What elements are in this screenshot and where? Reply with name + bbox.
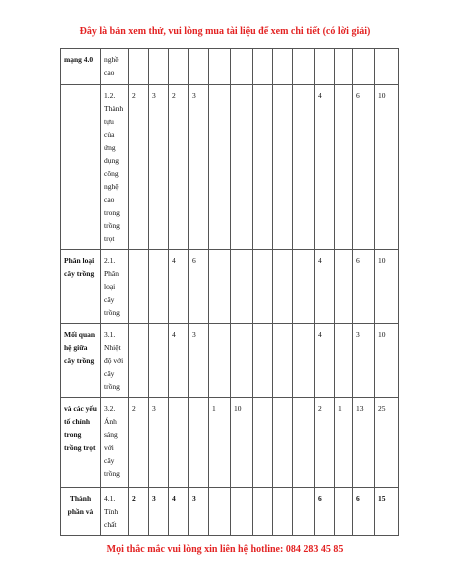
value-cell: [189, 49, 209, 85]
value-cell: 25: [375, 398, 399, 488]
value-cell: 4: [169, 488, 189, 536]
value-cell: 4: [315, 250, 335, 324]
value-cell: [129, 250, 149, 324]
value-cell: 4: [315, 324, 335, 398]
value-cell: 2: [129, 488, 149, 536]
topic-cell: [61, 85, 101, 250]
content-cell: 2.1. Phân loại cây trồng: [101, 250, 129, 324]
value-cell: 3: [149, 85, 169, 250]
content-cell: 4.1. Tính chất: [101, 488, 129, 536]
value-cell: 2: [129, 85, 149, 250]
topic-cell: mạng 4.0: [61, 49, 101, 85]
value-cell: [253, 488, 273, 536]
value-cell: 3: [353, 324, 375, 398]
matrix-table: [60, 48, 399, 536]
content-cell: 1.2. Thành tựu của ứng dụng công nghệ cao trong trồng trọt: [101, 85, 129, 250]
value-cell: [189, 398, 209, 488]
value-cell: [129, 49, 149, 85]
value-cell: [231, 85, 253, 250]
value-cell: 13: [353, 398, 375, 488]
value-cell: [315, 49, 335, 85]
value-cell: [231, 488, 253, 536]
value-cell: [129, 324, 149, 398]
value-cell: [273, 49, 293, 85]
table-row: [61, 85, 399, 250]
value-cell: [293, 250, 315, 324]
value-cell: [273, 324, 293, 398]
value-cell: [273, 488, 293, 536]
value-cell: [335, 250, 353, 324]
value-cell: [253, 398, 273, 488]
value-cell: 15: [375, 488, 399, 536]
value-cell: [293, 85, 315, 250]
value-cell: 6: [353, 488, 375, 536]
value-cell: [209, 324, 231, 398]
value-cell: 6: [353, 85, 375, 250]
value-cell: 3: [189, 324, 209, 398]
value-cell: [149, 250, 169, 324]
value-cell: [273, 398, 293, 488]
value-cell: 2: [129, 398, 149, 488]
value-cell: [293, 398, 315, 488]
value-cell: [169, 49, 189, 85]
hotline-banner: Mọi thắc mắc vui lòng xin liên hệ hotline: 084 283 45 85: [106, 544, 344, 555]
value-cell: 1: [335, 398, 353, 488]
preview-banner: Đây là bản xem thử, vui lòng mua tài liệu để xem chi tiết (có lời giải): [79, 26, 371, 37]
value-cell: 1: [209, 398, 231, 488]
table-row: [61, 250, 399, 324]
value-cell: [273, 250, 293, 324]
content-cell: 3.1. Nhiệt độ với cây trồng: [101, 324, 129, 398]
value-cell: 10: [375, 324, 399, 398]
value-cell: [335, 49, 353, 85]
value-cell: [375, 49, 399, 85]
value-cell: 10: [375, 85, 399, 250]
value-cell: 6: [353, 250, 375, 324]
value-cell: [335, 324, 353, 398]
value-cell: 3: [149, 398, 169, 488]
table-row: [61, 49, 399, 85]
content-cell: nghề cao: [101, 49, 129, 85]
value-cell: [231, 49, 253, 85]
value-cell: [209, 85, 231, 250]
value-cell: 6: [315, 488, 335, 536]
value-cell: 2: [169, 85, 189, 250]
value-cell: [273, 85, 293, 250]
value-cell: [149, 324, 169, 398]
value-cell: [253, 324, 273, 398]
topic-cell: Mối quan hệ giữa cây trồng: [61, 324, 101, 398]
table-row: [61, 324, 399, 398]
value-cell: [293, 488, 315, 536]
value-cell: [149, 49, 169, 85]
value-cell: [231, 324, 253, 398]
value-cell: 4: [169, 324, 189, 398]
value-cell: [169, 398, 189, 488]
topic-cell: Thành phần và: [61, 488, 101, 536]
value-cell: [293, 324, 315, 398]
value-cell: 4: [315, 85, 335, 250]
topic-cell: Phân loại cây trồng: [61, 250, 101, 324]
value-cell: 6: [189, 250, 209, 324]
value-cell: [335, 85, 353, 250]
table-row: [61, 398, 399, 488]
value-cell: [209, 49, 231, 85]
value-cell: 3: [189, 85, 209, 250]
value-cell: [253, 250, 273, 324]
value-cell: [353, 49, 375, 85]
value-cell: 2: [315, 398, 335, 488]
value-cell: 10: [375, 250, 399, 324]
value-cell: [293, 49, 315, 85]
value-cell: [209, 488, 231, 536]
content-cell: 3.2. Ánh sáng với cây trồng: [101, 398, 129, 488]
value-cell: 4: [169, 250, 189, 324]
value-cell: [253, 49, 273, 85]
value-cell: [209, 250, 231, 324]
table-row: [61, 488, 399, 536]
value-cell: [335, 488, 353, 536]
value-cell: 10: [231, 398, 253, 488]
value-cell: [253, 85, 273, 250]
value-cell: 3: [149, 488, 169, 536]
value-cell: 3: [189, 488, 209, 536]
value-cell: [231, 250, 253, 324]
topic-cell: và các yếu tố chính trong trồng trọt: [61, 398, 101, 488]
